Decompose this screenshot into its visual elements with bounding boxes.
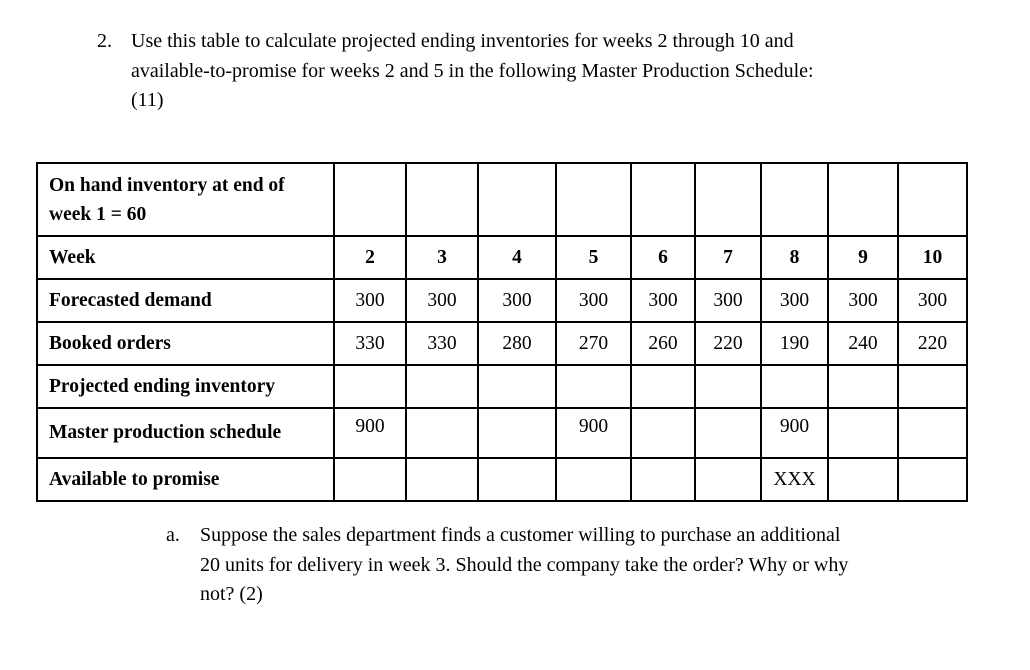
atp-value bbox=[478, 458, 556, 501]
forecast-value: 300 bbox=[631, 279, 695, 322]
subquestion-line: not? (2) bbox=[200, 583, 263, 605]
table-cell bbox=[898, 163, 967, 236]
week-number: 2 bbox=[334, 236, 406, 279]
question-line: (11) bbox=[131, 89, 164, 111]
pei-label: Projected ending inventory bbox=[37, 365, 334, 408]
atp-row bbox=[37, 458, 967, 501]
booked-value: 220 bbox=[695, 322, 761, 365]
table-cell bbox=[761, 163, 828, 236]
on-hand-label bbox=[37, 163, 334, 236]
atp-value bbox=[631, 458, 695, 501]
forecast-value: 300 bbox=[761, 279, 828, 322]
booked-value: 330 bbox=[406, 322, 478, 365]
pei-value bbox=[761, 365, 828, 408]
mps-value: 900 bbox=[761, 408, 828, 458]
atp-value bbox=[695, 458, 761, 501]
pei-value bbox=[334, 365, 406, 408]
atp-value bbox=[828, 458, 898, 501]
booked-value: 260 bbox=[631, 322, 695, 365]
atp-value: XXX bbox=[761, 458, 828, 501]
mps-value bbox=[828, 408, 898, 458]
pei-value bbox=[828, 365, 898, 408]
subquestion-text bbox=[200, 521, 980, 610]
on-hand-row bbox=[37, 163, 967, 236]
booked-value: 220 bbox=[898, 322, 967, 365]
pei-row bbox=[37, 365, 967, 408]
atp-label: Available to promise bbox=[37, 458, 334, 501]
forecast-value: 300 bbox=[828, 279, 898, 322]
table-cell bbox=[631, 163, 695, 236]
booked-value: 240 bbox=[828, 322, 898, 365]
pei-value bbox=[631, 365, 695, 408]
question-line: available-to-promise for weeks 2 and 5 in the following Master Production Schedule: bbox=[131, 59, 814, 82]
atp-value bbox=[334, 458, 406, 501]
table-cell bbox=[406, 163, 478, 236]
subquestion-line: Suppose the sales department finds a customer willing to purchase an additional bbox=[200, 524, 841, 546]
pei-value bbox=[556, 365, 631, 408]
booked-value: 190 bbox=[761, 322, 828, 365]
booked-row bbox=[37, 322, 967, 365]
mps-value bbox=[631, 408, 695, 458]
week-number: 10 bbox=[898, 236, 967, 279]
forecast-label: Forecasted demand bbox=[37, 279, 334, 322]
forecast-value: 300 bbox=[478, 279, 556, 322]
on-hand-label-line: week 1 = 60 bbox=[49, 203, 147, 225]
week-number: 9 bbox=[828, 236, 898, 279]
table-cell bbox=[334, 163, 406, 236]
week-number: 3 bbox=[406, 236, 478, 279]
week-row bbox=[37, 236, 967, 279]
master-production-schedule-table bbox=[36, 162, 968, 502]
on-hand-label-line: On hand inventory at end of bbox=[49, 174, 285, 196]
subquestion-line: 20 units for delivery in week 3. Should the company take the order? Why or why bbox=[200, 553, 849, 576]
booked-value: 330 bbox=[334, 322, 406, 365]
pei-value bbox=[695, 365, 761, 408]
question-text bbox=[131, 27, 931, 116]
mps-value bbox=[406, 408, 478, 458]
forecast-row bbox=[37, 279, 967, 322]
table-cell bbox=[695, 163, 761, 236]
booked-value: 280 bbox=[478, 322, 556, 365]
pei-value bbox=[406, 365, 478, 408]
forecast-value: 300 bbox=[334, 279, 406, 322]
mps-value: 900 bbox=[334, 408, 406, 458]
booked-label: Booked orders bbox=[37, 322, 334, 365]
week-number: 6 bbox=[631, 236, 695, 279]
mps-value bbox=[478, 408, 556, 458]
week-number: 5 bbox=[556, 236, 631, 279]
atp-value bbox=[556, 458, 631, 501]
forecast-value: 300 bbox=[695, 279, 761, 322]
subquestion-letter: a. bbox=[166, 524, 180, 546]
atp-value bbox=[406, 458, 478, 501]
mps-value: 900 bbox=[556, 408, 631, 458]
pei-value bbox=[898, 365, 967, 408]
mps-value bbox=[695, 408, 761, 458]
week-label: Week bbox=[37, 236, 334, 279]
atp-value bbox=[898, 458, 967, 501]
mps-value bbox=[898, 408, 967, 458]
table-cell bbox=[478, 163, 556, 236]
week-number: 8 bbox=[761, 236, 828, 279]
booked-value: 270 bbox=[556, 322, 631, 365]
pei-value bbox=[478, 365, 556, 408]
forecast-value: 300 bbox=[406, 279, 478, 322]
week-number: 7 bbox=[695, 236, 761, 279]
question-number: 2. bbox=[97, 30, 112, 52]
forecast-value: 300 bbox=[898, 279, 967, 322]
week-number: 4 bbox=[478, 236, 556, 279]
question-line: Use this table to calculate projected ending inventories for weeks 2 through 10 and bbox=[131, 30, 794, 52]
mps-label: Master production schedule bbox=[37, 408, 334, 458]
table-cell bbox=[556, 163, 631, 236]
table-cell bbox=[828, 163, 898, 236]
forecast-value: 300 bbox=[556, 279, 631, 322]
mps-row bbox=[37, 408, 967, 458]
